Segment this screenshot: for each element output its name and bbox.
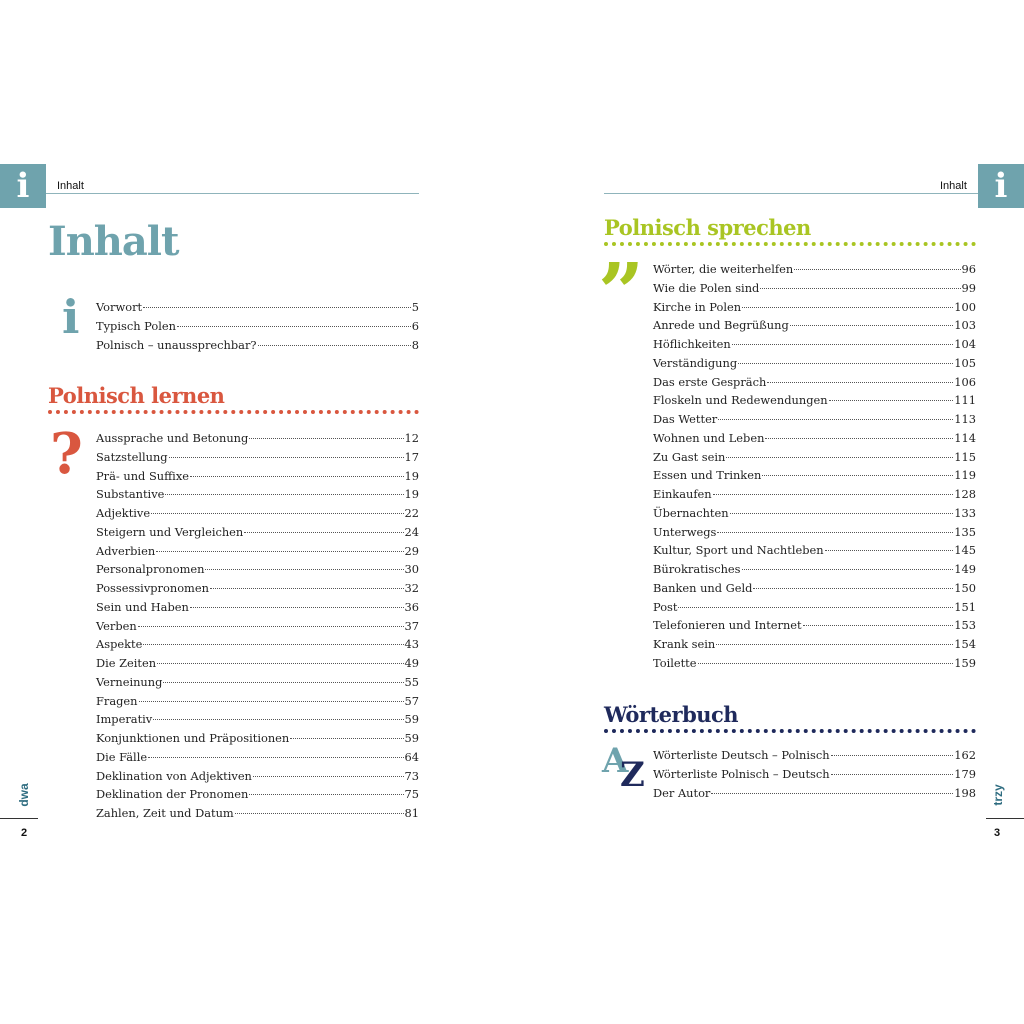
toc-entry xyxy=(96,731,419,750)
toc-entry xyxy=(653,393,976,412)
toc-entry xyxy=(653,468,976,487)
toc-entry xyxy=(96,787,419,806)
footer-rule xyxy=(0,818,38,819)
toc-dot-leader xyxy=(790,325,954,326)
toc-dot-leader xyxy=(794,269,960,270)
toc-entry-page: 49 xyxy=(404,656,419,670)
toc-entry-label: Wohnen und Leben xyxy=(653,430,765,445)
toc-entry-label: Kirche in Polen xyxy=(653,299,742,314)
toc-entry-page: 99 xyxy=(961,280,976,295)
toc-entry-page: 133 xyxy=(954,505,976,520)
toc-entry-label: Der Autor xyxy=(653,785,711,800)
toc-entry xyxy=(96,469,419,488)
toc-entry xyxy=(653,300,976,319)
toc-entry-label: Essen und Trinken xyxy=(653,468,762,483)
toc-dot-leader xyxy=(153,719,403,720)
toc-entry-page: 154 xyxy=(954,637,976,651)
toc-entry-label: Wie die Polen sind xyxy=(653,280,760,295)
toc-entry-page: 100 xyxy=(954,299,976,314)
toc-entry-label: Toilette xyxy=(653,655,697,670)
toc-entry-page: 81 xyxy=(404,806,419,820)
toc-dot-leader xyxy=(831,774,954,775)
toc-dot-leader xyxy=(762,475,953,476)
toc-entry-page: 19 xyxy=(404,487,419,502)
toc-entry xyxy=(96,750,419,769)
toc-entry-page: 179 xyxy=(954,766,976,781)
toc-entry-label: Adverbien xyxy=(96,543,156,558)
page-number: 3 xyxy=(994,827,1001,839)
toc-entry-page: 12 xyxy=(404,431,419,445)
toc-entry xyxy=(96,806,419,825)
toc-dot-leader xyxy=(730,513,954,514)
toc-entry-page: 37 xyxy=(404,618,419,633)
toc-entry xyxy=(96,619,419,638)
toc-entry-label: Vorwort xyxy=(96,300,143,314)
toc-entry-label: Telefonieren und Internet xyxy=(653,618,802,633)
section-title-polnisch-sprechen: Polnisch sprechen xyxy=(604,215,811,240)
toc-entry-page: 22 xyxy=(404,506,419,520)
toc-dot-leader xyxy=(190,607,404,608)
toc-dot-leader xyxy=(765,438,953,439)
toc-dot-leader xyxy=(156,551,403,552)
toc-entry-page: 59 xyxy=(404,712,419,727)
az-z-letter: Z xyxy=(620,755,645,795)
toc-entry-label: Das Wetter xyxy=(653,412,718,426)
toc-entry-page: 159 xyxy=(954,655,976,670)
toc-entry-page: 111 xyxy=(954,393,976,408)
toc-dot-leader xyxy=(143,307,411,308)
info-tab-icon: i xyxy=(0,164,46,208)
toc-dot-leader xyxy=(742,569,954,570)
toc-dot-leader xyxy=(711,793,953,794)
toc-dot-leader xyxy=(210,588,404,589)
toc-entry xyxy=(96,319,419,338)
toc-dot-leader xyxy=(157,663,403,664)
toc-dot-leader xyxy=(767,382,953,383)
toc-entry xyxy=(653,337,976,356)
toc-entry xyxy=(653,656,976,675)
toc-dot-leader xyxy=(717,532,953,533)
toc-entry-label: Imperativ xyxy=(96,712,153,727)
toc-entry-page: 114 xyxy=(954,430,976,445)
toc-entry-page: 29 xyxy=(404,543,419,558)
toc-dot-leader xyxy=(718,419,953,420)
toc-entry-page: 43 xyxy=(404,637,419,652)
toc-entry-page: 151 xyxy=(954,599,976,614)
toc-dot-leader xyxy=(732,344,954,345)
section-dotted-rule xyxy=(604,729,976,733)
running-head: Inhalt xyxy=(940,180,967,192)
toc-entry xyxy=(653,375,976,394)
toc-entry-page: 36 xyxy=(404,599,419,614)
toc-entry-label: Typisch Polen xyxy=(96,318,176,333)
toc-dot-leader xyxy=(253,776,404,777)
toc-entry xyxy=(96,338,419,357)
toc-entry xyxy=(653,412,976,431)
toc-entry xyxy=(96,450,419,469)
toc-entry xyxy=(96,600,419,619)
toc-entry-page: 96 xyxy=(961,262,976,276)
toc-dot-leader xyxy=(738,363,953,364)
page-title: Inhalt xyxy=(48,218,179,265)
header-rule xyxy=(46,193,419,194)
toc-entry-label: Übernachten xyxy=(653,505,729,520)
toc-entry xyxy=(653,281,976,300)
toc-dot-leader xyxy=(290,738,403,739)
toc-entry-page: 119 xyxy=(954,468,976,483)
az-icon xyxy=(602,741,648,795)
toc-entry-label: Die Fälle xyxy=(96,749,148,764)
az-a-letter: A xyxy=(602,741,629,781)
toc-entry xyxy=(653,748,976,767)
toc-entry xyxy=(96,656,419,675)
toc-entry-page: 5 xyxy=(411,300,419,314)
toc-dot-leader xyxy=(190,476,404,477)
section3-list xyxy=(653,748,976,804)
toc-entry-label: Das erste Gespräch xyxy=(653,374,767,389)
toc-entry xyxy=(653,525,976,544)
toc-entry-label: Unterwegs xyxy=(653,524,717,539)
toc-entry xyxy=(653,262,976,281)
toc-entry-label: Personalpronomen xyxy=(96,562,205,577)
toc-entry xyxy=(653,767,976,786)
toc-dot-leader xyxy=(825,550,954,551)
toc-dot-leader xyxy=(163,682,403,683)
toc-entry xyxy=(96,712,419,731)
toc-dot-leader xyxy=(169,457,404,458)
toc-entry xyxy=(653,543,976,562)
toc-entry-page: 106 xyxy=(954,374,976,389)
info-icon: i xyxy=(62,290,80,344)
section-dotted-rule xyxy=(48,410,419,414)
toc-entry xyxy=(96,637,419,656)
toc-entry-label: Verneinung xyxy=(96,674,163,689)
toc-entry-label: Die Zeiten xyxy=(96,656,157,670)
page-number: 2 xyxy=(21,827,28,839)
toc-dot-leader xyxy=(678,607,953,608)
toc-entry xyxy=(96,525,419,544)
toc-dot-leader xyxy=(716,644,953,645)
section-dotted-rule xyxy=(604,242,976,246)
toc-entry-label: Substantive xyxy=(96,487,165,502)
toc-dot-leader xyxy=(148,757,403,758)
toc-entry-label: Deklination der Pronomen xyxy=(96,787,249,802)
toc-dot-leader xyxy=(258,345,411,346)
footer-rule xyxy=(986,818,1024,819)
toc-entry-label: Satzstellung xyxy=(96,449,168,464)
toc-entry-label: Post xyxy=(653,599,678,614)
toc-entry xyxy=(653,356,976,375)
toc-entry-label: Verständigung xyxy=(653,355,738,370)
toc-entry-label: Deklination von Adjektiven xyxy=(96,768,252,783)
toc-entry-label: Sein und Haben xyxy=(96,599,189,614)
toc-entry-page: 162 xyxy=(954,748,976,762)
toc-entry-label: Aspekte xyxy=(96,637,143,652)
toc-entry xyxy=(653,618,976,637)
toc-entry-page: 19 xyxy=(404,468,419,483)
toc-entry xyxy=(653,581,976,600)
toc-entry-page: 6 xyxy=(411,318,419,333)
toc-entry-page: 75 xyxy=(404,787,419,802)
toc-dot-leader xyxy=(177,326,411,327)
toc-entry-label: Adjektive xyxy=(96,506,151,520)
toc-entry xyxy=(96,431,419,450)
toc-entry-page: 113 xyxy=(954,412,976,426)
section2-list xyxy=(653,262,976,675)
toc-entry-page: 24 xyxy=(404,524,419,539)
toc-entry xyxy=(653,318,976,337)
toc-entry-label: Banken und Geld xyxy=(653,580,753,595)
toc-entry xyxy=(653,506,976,525)
header-rule xyxy=(604,193,978,194)
toc-entry-label: Kultur, Sport und Nachtleben xyxy=(653,543,824,558)
section-title-polnisch-lernen: Polnisch lernen xyxy=(48,383,225,408)
toc-entry-page: 103 xyxy=(954,318,976,333)
toc-entry-label: Bürokratisches xyxy=(653,562,741,576)
toc-entry-page: 64 xyxy=(404,749,419,764)
toc-dot-leader xyxy=(235,813,404,814)
toc-entry xyxy=(653,637,976,656)
toc-dot-leader xyxy=(753,588,953,589)
toc-dot-leader xyxy=(143,644,403,645)
quote-icon: ” xyxy=(598,245,637,339)
toc-entry-label: Anrede und Begrüßung xyxy=(653,318,789,333)
toc-entry-label: Aussprache und Betonung xyxy=(96,431,249,445)
toc-entry-label: Floskeln und Redewendungen xyxy=(653,393,828,408)
toc-entry xyxy=(653,600,976,619)
toc-entry-label: Wörterliste Deutsch – Polnisch xyxy=(653,748,830,762)
toc-dot-leader xyxy=(205,569,403,570)
toc-entry xyxy=(653,487,976,506)
toc-entry-label: Wörter, die weiterhelfen xyxy=(653,262,794,276)
side-label: trzy xyxy=(991,784,1005,806)
toc-dot-leader xyxy=(249,794,403,795)
toc-entry xyxy=(96,506,419,525)
toc-entry-page: 104 xyxy=(954,337,976,351)
toc-dot-leader xyxy=(829,400,954,401)
toc-entry xyxy=(96,769,419,788)
toc-dot-leader xyxy=(244,532,403,533)
toc-entry-page: 150 xyxy=(954,580,976,595)
toc-dot-leader xyxy=(138,626,404,627)
toc-dot-leader xyxy=(713,494,954,495)
toc-dot-leader xyxy=(139,701,404,702)
toc-entry xyxy=(96,544,419,563)
running-head: Inhalt xyxy=(57,180,84,192)
toc-entry-page: 55 xyxy=(404,674,419,689)
toc-entry-label: Höflichkeiten xyxy=(653,337,731,351)
info-tab-icon: i xyxy=(978,164,1024,208)
toc-entry xyxy=(653,450,976,469)
side-label: dwa xyxy=(17,783,31,807)
toc-entry xyxy=(96,562,419,581)
toc-entry-page: 135 xyxy=(954,524,976,539)
toc-entry-page: 153 xyxy=(954,618,976,633)
toc-entry xyxy=(96,694,419,713)
toc-entry-page: 59 xyxy=(404,731,419,745)
toc-entry-label: Wörterliste Polnisch – Deutsch xyxy=(653,766,830,781)
toc-entry-label: Zu Gast sein xyxy=(653,449,726,464)
toc-entry-label: Einkaufen xyxy=(653,487,712,501)
toc-entry-page: 8 xyxy=(411,337,419,352)
toc-entry-page: 198 xyxy=(954,785,976,800)
toc-entry xyxy=(96,487,419,506)
toc-dot-leader xyxy=(165,494,403,495)
toc-entry xyxy=(96,581,419,600)
toc-entry-label: Zahlen, Zeit und Datum xyxy=(96,806,234,820)
toc-dot-leader xyxy=(742,307,953,308)
toc-dot-leader xyxy=(726,457,953,458)
toc-dot-leader xyxy=(760,288,960,289)
section-title-woerterbuch: Wörterbuch xyxy=(604,702,739,727)
toc-entry-page: 149 xyxy=(954,562,976,576)
toc-entry-page: 128 xyxy=(954,487,976,501)
toc-entry-label: Verben xyxy=(96,618,137,633)
toc-entry-label: Steigern und Vergleichen xyxy=(96,524,244,539)
toc-entry xyxy=(653,431,976,450)
toc-entry-label: Polnisch – unaussprechbar? xyxy=(96,337,257,352)
toc-dot-leader xyxy=(803,625,954,626)
intro-list xyxy=(96,300,419,356)
toc-entry xyxy=(653,562,976,581)
toc-entry-label: Possessivpronomen xyxy=(96,581,209,595)
toc-entry-page: 105 xyxy=(954,355,976,370)
toc-entry-label: Fragen xyxy=(96,693,138,708)
toc-entry-page: 115 xyxy=(954,449,976,464)
section1-list xyxy=(96,431,419,825)
question-icon: ? xyxy=(50,421,83,487)
toc-entry-page: 32 xyxy=(404,581,419,595)
toc-entry-page: 145 xyxy=(954,543,976,558)
toc-dot-leader xyxy=(151,513,403,514)
toc-entry-label: Prä- und Suffixe xyxy=(96,468,189,483)
toc-dot-leader xyxy=(831,755,954,756)
toc-entry-label: Konjunktionen und Präpositionen xyxy=(96,731,290,745)
toc-entry-page: 17 xyxy=(404,449,419,464)
toc-dot-leader xyxy=(698,663,954,664)
toc-entry-page: 73 xyxy=(404,768,419,783)
toc-entry xyxy=(96,300,419,319)
toc-entry-label: Krank sein xyxy=(653,637,716,651)
toc-entry-page: 57 xyxy=(404,693,419,708)
toc-entry xyxy=(96,675,419,694)
toc-dot-leader xyxy=(249,438,403,439)
toc-entry-page: 30 xyxy=(404,562,419,577)
toc-entry xyxy=(653,786,976,805)
